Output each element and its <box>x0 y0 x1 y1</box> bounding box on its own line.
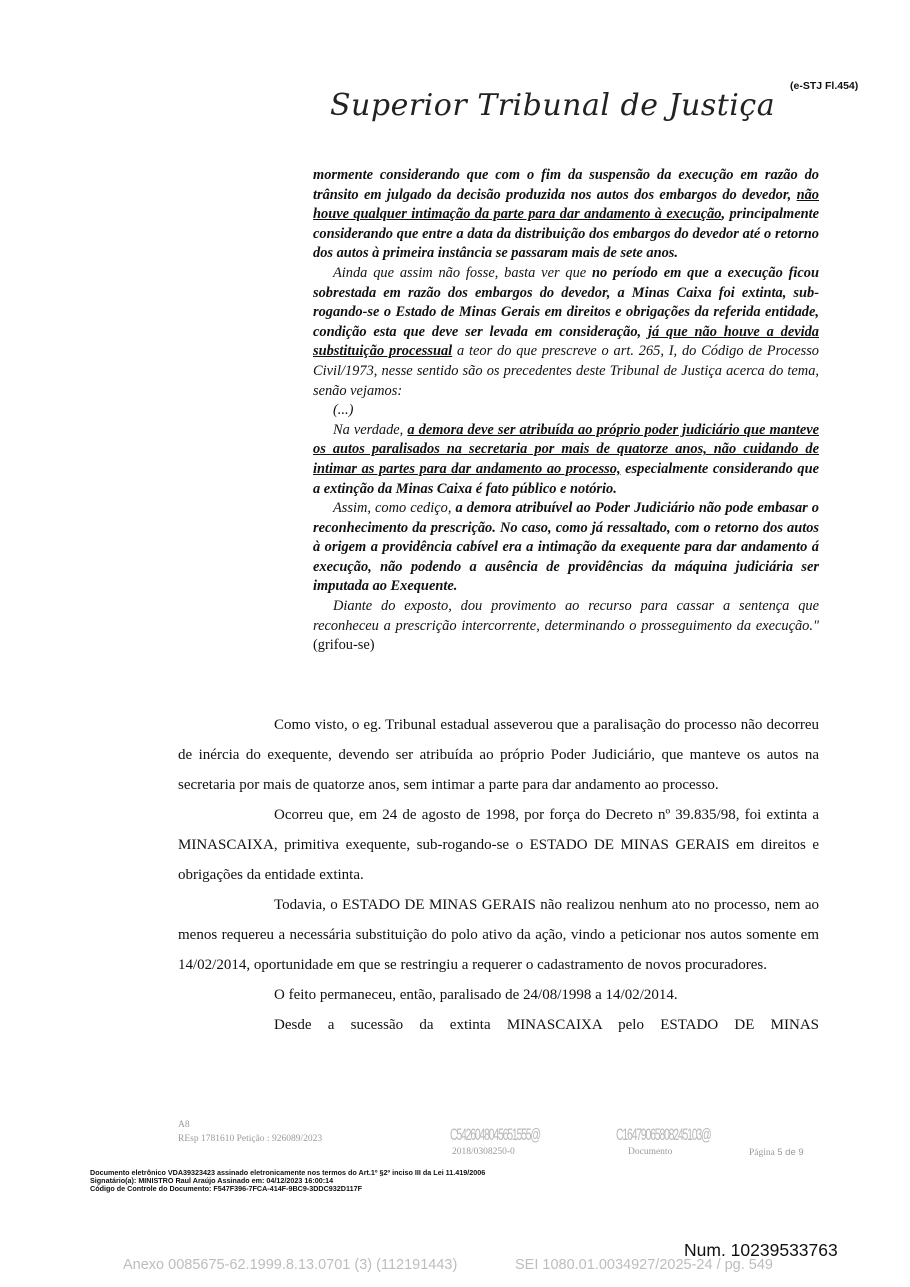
quote-paragraph <box>313 421 819 499</box>
sei-reference: SEI 1080.01.0034927/2025-24 / pg. 549 <box>515 1257 773 1273</box>
footer-resp: REsp 1781610 Petição : 926089/2023 <box>178 1134 323 1144</box>
electronic-signature-block <box>90 1169 485 1193</box>
barcode-document: C16479065808245103@ <box>616 1125 711 1144</box>
footer-code: A8 <box>178 1120 190 1130</box>
stj-page-reference: (e-STJ Fl.454) <box>790 80 859 92</box>
quoted-judgment <box>313 166 819 656</box>
body-paragraph: Desde a sucessão da extinta MINASCAIXA pelo ESTADO DE MINAS <box>274 1017 819 1033</box>
quote-text: Ainda que assim não fosse, basta ver que <box>333 264 593 281</box>
quote-text: no período em que a execução ficou sobrestada em razão dos embargos do devedor, a Minas Caixa foi extinta, sub-rogando-se o Estado de Minas Gerais em direitos e obrigações da referida entidade, condição esta que deve ser levada em consideração, <box>313 264 819 340</box>
body-paragraph: O feito permaneceu, então, paralisado de 24/08/1998 a 14/02/2014. <box>274 987 678 1003</box>
document-number: Num. 10239533763 <box>684 1240 838 1260</box>
page-number <box>749 1147 804 1158</box>
quote-paragraph <box>313 264 819 401</box>
quote-text: especialmente considerando que a extinção da Minas Caixa é fato público e notório. <box>313 460 819 497</box>
quote-text: Diante do exposto, dou provimento ao recurso para cassar a sentença que reconheceu a prescrição intercorrente, determinando o prosseguimento da execução." <box>313 598 819 634</box>
barcode-process: C5426048045651555@ <box>450 1125 540 1144</box>
barcode-document-caption: Documento <box>628 1147 673 1157</box>
quote-paragraph <box>313 499 819 597</box>
quote-text-underlined: a demora deve ser atribuída ao próprio poder judiciário que manteve os autos paralisados na secretaria por mais de quatorze anos, não cuidando de intimar as partes para dar andamento ao processo, <box>313 421 820 477</box>
annex-reference: Anexo 0085675-62.1999.8.13.0701 (3) (112191443) <box>123 1257 458 1273</box>
body-paragraph: Ocorreu que, em 24 de agosto de 1998, por força do Decreto nº 39.835/98, foi extinta a MINASCAIXA, primitiva exequente, sub-rogando-se o ESTADO DE MINAS GERAIS em direitos e obrigações da entidade extinta. <box>178 807 819 883</box>
court-header-title: Superior Tribunal de Justiça <box>330 88 776 123</box>
decision-body <box>178 710 819 1040</box>
quote-text: a demora atribuível ao Poder Judiciário não pode embasar o reconhecimento da prescrição. No caso, como já ressaltado, com o retorno dos autos à origem a providência cabível era a intimação da exequente para dar andamento á execução, não podendo a ausência de providências da máquina judiciária ser imputada ao Exequente. <box>313 500 820 595</box>
page-value: 5 de 9 <box>777 1147 804 1158</box>
signature-line: Documento eletrônico VDA39323423 assinado eletronicamente nos termos do Art.1º §2º inciso III da Lei 11.419/2006 <box>90 1168 486 1177</box>
signature-line: Signatário(a): MINISTRO Raul Araújo Assinado em: 04/12/2023 16:00:14 <box>90 1176 334 1185</box>
quote-text: , principalmente considerando que entre a data da distribuição dos embargos do devedor até o retorno dos autos à primeira instância se passaram mais de sete anos. <box>313 206 819 262</box>
quote-paragraph <box>313 597 819 656</box>
signature-line: Código de Controle do Documento: F547F396-7FCA-414F-9BC9-3DDC932D117F <box>90 1184 362 1193</box>
quote-ellipsis: (...) <box>333 402 354 419</box>
page-label: Página <box>749 1148 775 1158</box>
quote-paragraph <box>313 166 819 264</box>
barcode-process-caption: 2018/0308250-0 <box>452 1147 515 1157</box>
quote-text-underlined: já que não houve a devida substituição processual <box>313 323 819 360</box>
quote-text: Assim, como cediço, <box>333 500 456 517</box>
quote-text: Na verdade, <box>333 421 408 438</box>
body-paragraph: Como visto, o eg. Tribunal estadual asseverou que a paralisação do processo não decorreu de inércia do exequente, devendo ser atribuída ao próprio Poder Judiciário, que manteve os autos na secretaria por mais de quatorze anos, sem intimar a parte para dar andamento ao processo. <box>178 717 819 793</box>
quote-text: (grifou-se) <box>313 637 375 654</box>
body-paragraph: Todavia, o ESTADO DE MINAS GERAIS não realizou nenhum ato no processo, nem ao menos requereu a necessária substituição do polo ativo da ação, vindo a peticionar nos autos somente em 14/02/2014, oportunidade em que se restringiu a requerer o cadastramento de novos procuradores. <box>178 897 819 973</box>
quote-text: a teor do que prescreve o art. 265, I, do Código de Processo Civil/1973, nesse sentido são os precedentes deste Tribunal de Justiça acerca do tema, senão vejamos: <box>313 343 819 399</box>
quote-text: mormente considerando que com o fim da suspensão da execução em razão do trânsito em julgado da decisão produzida nos autos dos embargos do devedor, <box>313 167 819 203</box>
quote-text-underlined: não houve qualquer intimação da parte para dar andamento à execução <box>313 186 819 223</box>
